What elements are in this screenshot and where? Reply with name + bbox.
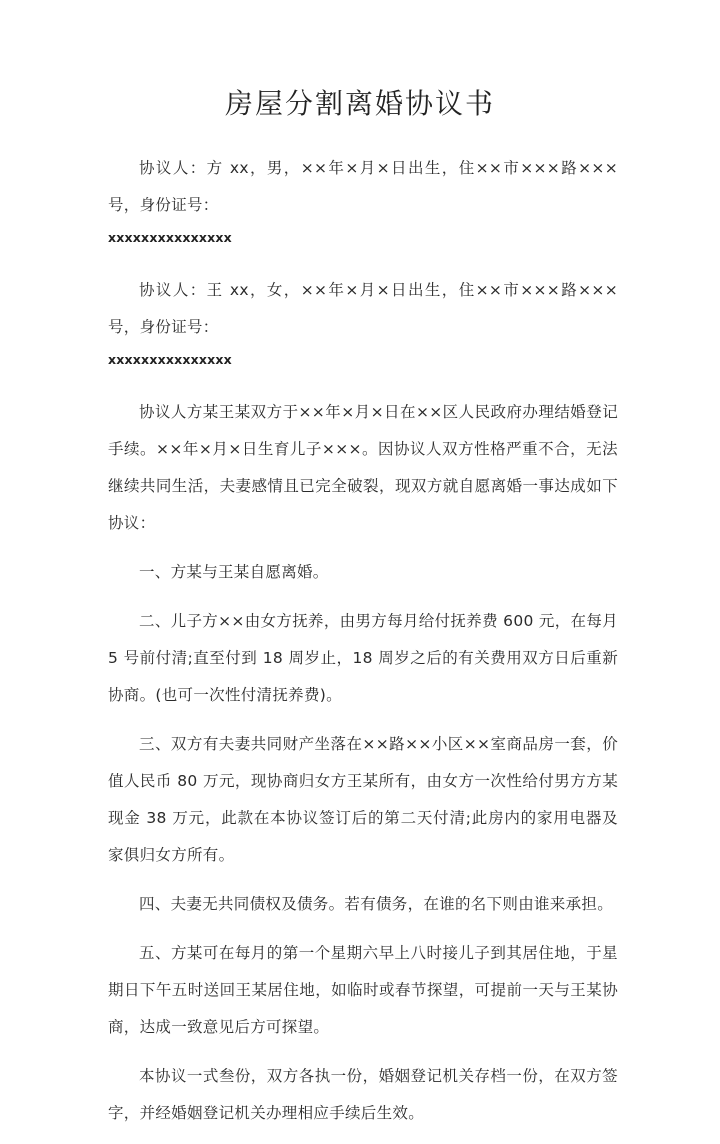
clause-1: 一、方某与王某自愿离婚。: [139, 563, 329, 581]
document-body: [108, 150, 618, 1144]
clause-5: 五、方某可在每月的第一个星期六早上八时接儿子到其居住地，于星期日下午五时送回王某居住地，如临时或春节探望，可提前一天与王某协商，达成一致意见后方可探望。: [108, 944, 618, 1036]
preamble-paragraph: 协议人方某王某双方于××年×月×日在××区人民政府办理结婚登记手续。××年×月×日生育儿子×××。因协议人双方性格严重不合，无法继续共同生活，夫妻感情且已完全破裂，现双方就自愿离婚一事达成如下协议：: [108, 403, 618, 532]
party-2-id-number: xxxxxxxxxxxxxxx: [108, 352, 232, 367]
clause-4: 四、夫妻无共同债权及债务。若有债务，在谁的名下则由谁来承担。: [139, 895, 614, 913]
clause-3: 三、双方有夫妻共同财产坐落在××路××小区××室商品房一套，价值人民币 80 万元，现协商归女方王某所有，由女方一次性给付男方方某现金 38 万元，此款在本协议签订后的第二天付清;此房内的家用电器及家俱归女方所有。: [108, 735, 618, 864]
party-1-info: 协议人：方 xx，男，××年×月×日出生，住××市×××路×××号，身份证号：: [108, 159, 618, 214]
party-2-info: 协议人：王 xx，女，××年×月×日出生，住××市×××路×××号，身份证号：: [108, 281, 618, 336]
party-1-id-number: xxxxxxxxxxxxxxx: [108, 230, 232, 245]
clause-2: 二、儿子方××由女方抚养，由男方每月给付抚养费 600 元，在每月 5 号前付清;直至付到 18 周岁止，18 周岁之后的有关费用双方日后重新协商。(也可一次性付清抚养费)。: [108, 612, 618, 704]
document-title: 房屋分割离婚协议书: [224, 87, 495, 120]
closing-paragraph: 本协议一式叁份，双方各执一份，婚姻登记机关存档一份，在双方签字，并经婚姻登记机关办理相应手续后生效。: [108, 1067, 618, 1122]
